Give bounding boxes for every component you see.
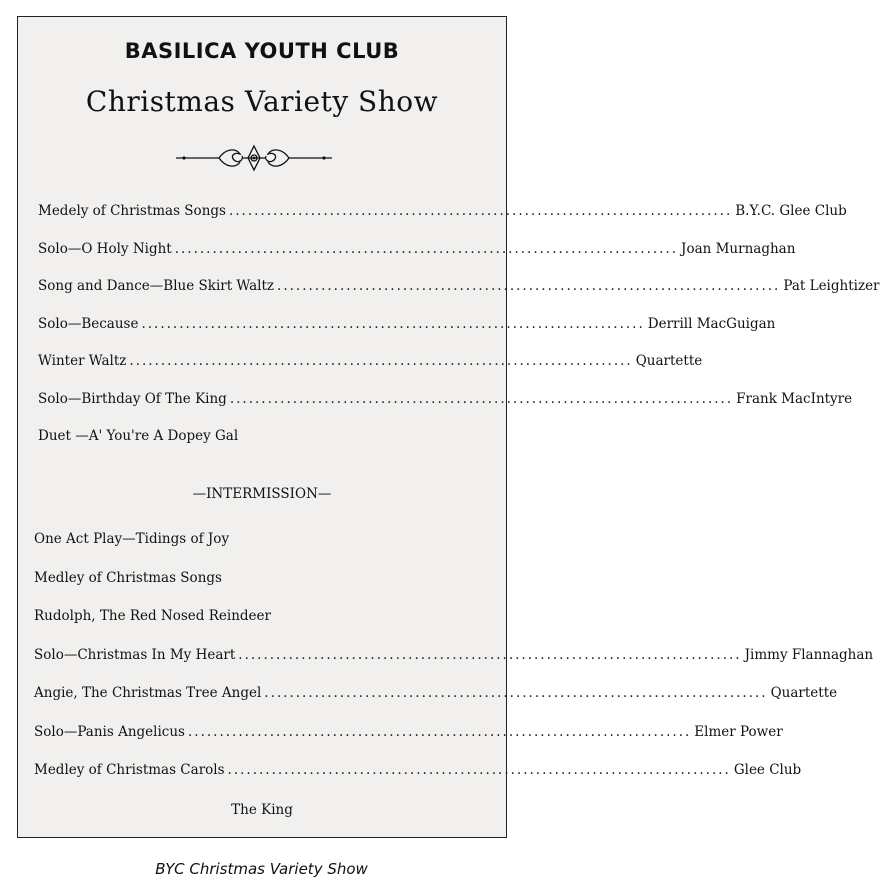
program-item — [38, 353, 703, 369]
program-item-performer: Pat Leightizer — [783, 278, 880, 294]
leader-dots: ................................................................................ — [129, 353, 633, 369]
program-item — [34, 570, 222, 586]
program-item-performer: Jimmy Flannaghan — [744, 646, 874, 663]
program-item-performer: Quartette — [635, 353, 703, 369]
program-item — [38, 278, 880, 294]
program-item-title: Song and Dance—Blue Skirt Waltz — [38, 278, 275, 294]
leader-dots: ................................................................................ — [227, 762, 731, 778]
program-item — [34, 685, 838, 701]
program-item-performer: Elmer Power — [694, 723, 783, 740]
show-title: Christmas Variety Show — [85, 85, 439, 118]
program-item-performer: B.Y.C. Glee Club — [735, 203, 847, 219]
program-item-title: Angie, The Christmas Tree Angel — [34, 685, 262, 701]
program-item — [38, 240, 796, 257]
program-item-title: Solo—Birthday Of The King — [38, 390, 227, 407]
program-item-title: Medley of Christmas Songs — [34, 569, 222, 586]
program-item — [34, 608, 271, 624]
intermission-label: —INTERMISSION— — [192, 486, 332, 502]
program-page — [17, 16, 880, 838]
program-item — [38, 428, 238, 444]
leader-dots: ................................................................................ — [187, 723, 692, 740]
program-item-title: Rudolph, The Red Nosed Reindeer — [34, 608, 271, 624]
leader-dots: ................................................................................ — [141, 315, 645, 332]
program-item — [38, 203, 847, 219]
leader-dots: ................................................................................ — [174, 240, 679, 257]
leader-dots: ................................................................................ — [228, 203, 733, 219]
program-item-performer: Quartette — [770, 685, 838, 701]
ornament-divider-icon — [174, 142, 334, 174]
program-item — [34, 723, 783, 740]
program-item-performer: Frank MacIntyre — [736, 390, 853, 407]
image-caption: BYC Christmas Variety Show — [155, 860, 368, 878]
program-item — [38, 315, 776, 332]
club-name: BASILICA YOUTH CLUB — [124, 39, 400, 63]
program-item-title: Medely of Christmas Songs — [38, 203, 226, 219]
closing-item: The King — [231, 802, 293, 818]
program-item-title: Solo—Because — [38, 315, 139, 332]
program-item-performer: Joan Murnaghan — [681, 240, 796, 257]
program-item-title: One Act Play—Tidings of Joy — [34, 531, 230, 547]
program-item — [34, 531, 229, 547]
program-item-performer: Glee Club — [733, 762, 802, 778]
program-item-title: Solo—O Holy Night — [38, 240, 172, 257]
program-item — [34, 762, 802, 778]
leader-dots: ................................................................................ — [264, 685, 768, 701]
program-item-title: Solo—Christmas In My Heart — [34, 646, 236, 663]
program-item-title: Winter Waltz — [38, 353, 127, 369]
program-item-title: Medley of Christmas Carols — [34, 762, 225, 778]
leader-dots: ................................................................................ — [277, 278, 781, 294]
program-item-performer: Derrill MacGuigan — [647, 315, 776, 332]
program-item — [38, 390, 853, 407]
program-item-title: Duet —A' You're A Dopey Gal — [38, 428, 239, 444]
leader-dots: ................................................................................ — [238, 646, 742, 663]
program-item — [34, 646, 874, 663]
program-item-title: Solo—Panis Angelicus — [34, 723, 185, 740]
leader-dots: ................................................................................ — [229, 390, 734, 407]
